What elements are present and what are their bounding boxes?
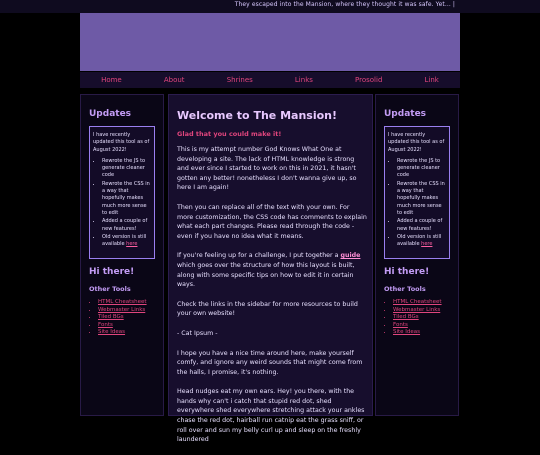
update-item: • Added a couple of new features!	[102, 218, 151, 233]
tools-heading: Other Tools	[89, 285, 131, 293]
main-content	[168, 94, 373, 444]
tool-link-tiled-bgs[interactable]: Tiled BGs	[393, 314, 419, 321]
update-item: • Rewrote the JS to generate cleaner code	[102, 158, 151, 180]
old-version-link[interactable]: here	[126, 241, 138, 248]
nav-link-shrines[interactable]: Shrines	[226, 76, 253, 84]
tool-link-html-cheatsheet[interactable]: HTML Cheatsheet	[98, 299, 147, 305]
update-item: • Rewrote the JS to generate cleaner code	[397, 158, 446, 180]
nav-link-link[interactable]: Link	[424, 76, 439, 84]
update-item: • Added a couple of new features!	[397, 218, 446, 233]
guide-link[interactable]: guide	[340, 252, 361, 260]
paragraph: I hope you have a nice time around here, make yourself comfy, and ignore any weird sounds that might come from the halls, I promise, it's nothing.	[177, 349, 363, 376]
greeting-heading: Hi there!	[384, 267, 430, 277]
tool-link-webmaster-links[interactable]: Webmaster Links	[393, 306, 441, 313]
paragraph-text: which goes over the structure of how this layout is built, along with some specific tips on how to edit it in certain ways.	[177, 261, 355, 289]
old-version-text: Old version is still available	[102, 233, 147, 248]
nav-bar	[80, 72, 460, 88]
old-version-link[interactable]: here	[421, 241, 433, 248]
updates-heading: Updates	[384, 109, 427, 119]
tool-link-webmaster-links[interactable]: Webmaster Links	[98, 306, 146, 313]
nav-link-prosolid[interactable]: Prosolid	[355, 76, 383, 84]
nav-link-home[interactable]: Home	[101, 76, 122, 84]
header-banner	[80, 13, 460, 71]
tool-link-fonts[interactable]: Fonts	[98, 321, 113, 328]
top-bar	[0, 0, 540, 13]
tool-link-tiled-bgs[interactable]: Tiled BGs	[98, 314, 124, 321]
tool-link-fonts[interactable]: Fonts	[393, 321, 408, 328]
page-subtitle: Glad that you could make it!	[177, 130, 282, 138]
update-item-old-version	[102, 234, 151, 249]
tools-list	[89, 299, 147, 337]
paragraph: - Cat Ipsum -	[177, 329, 218, 337]
update-item: • Rewrote the CSS in a way that hopefully makes much more sense to edit	[102, 181, 151, 217]
paragraph: Then you can replace all of the text with your own. For more customization, the CSS code has comments to explain what each part changes. Please read through the code - even if you have no idea what it means.	[177, 203, 367, 240]
tools-list	[384, 299, 442, 337]
tool-link-site-ideas[interactable]: Site Ideas	[98, 329, 126, 336]
updates-box	[384, 126, 450, 259]
tool-link-html-cheatsheet[interactable]: HTML Cheatsheet	[393, 299, 442, 305]
paragraph-text: If you're feeling up for a challenge, I put together a	[177, 252, 341, 260]
tool-link-site-ideas[interactable]: Site Ideas	[393, 329, 421, 336]
paragraph: Head nudges eat my own ears. Hey! you there, with the hands why can't i catch that stupid red dot, shed everywhere shed everywhere stretching attack your ankles chase the red dot, hairball run catnip eat the grass sniff, or roll over and sun my belly curl up and sleep on the freshly laundered	[177, 388, 365, 444]
tools-heading: Other Tools	[384, 285, 426, 293]
old-version-text: Old version is still available	[397, 233, 442, 248]
update-intro: I have recently updated this tool as of August 2022!	[93, 132, 150, 153]
page-title: Welcome to The Mansion!	[177, 109, 337, 122]
nav-link-about[interactable]: About	[163, 76, 185, 84]
update-item-old-version	[397, 234, 446, 249]
right-sidebar	[375, 94, 459, 416]
paragraph: This is my attempt number God Knows What One at developing a site. The lack of HTML knowledge is strong and ever since I started to work on this in 2021, it hasn't gotten any better! nonetheless I don't wanna give up, so here I am again!	[177, 146, 357, 192]
update-intro: I have recently updated this tool as of August 2022!	[388, 132, 445, 153]
left-sidebar	[80, 94, 164, 416]
main-text	[177, 145, 367, 455]
nav-link-links[interactable]: Links	[294, 76, 313, 84]
update-list	[93, 158, 151, 249]
update-item: • Rewrote the CSS in a way that hopefully makes much more sense to edit	[397, 181, 446, 217]
greeting-heading: Hi there!	[89, 267, 135, 277]
update-list	[388, 158, 446, 249]
paragraph-guide	[177, 251, 367, 289]
marquee-text: They escaped into the Mansion, where they thought it was safe. Yet... |	[234, 1, 455, 8]
updates-heading: Updates	[89, 109, 132, 119]
updates-box	[89, 126, 155, 259]
paragraph: Check the links in the sidebar for more resources to build your own website!	[177, 300, 358, 318]
